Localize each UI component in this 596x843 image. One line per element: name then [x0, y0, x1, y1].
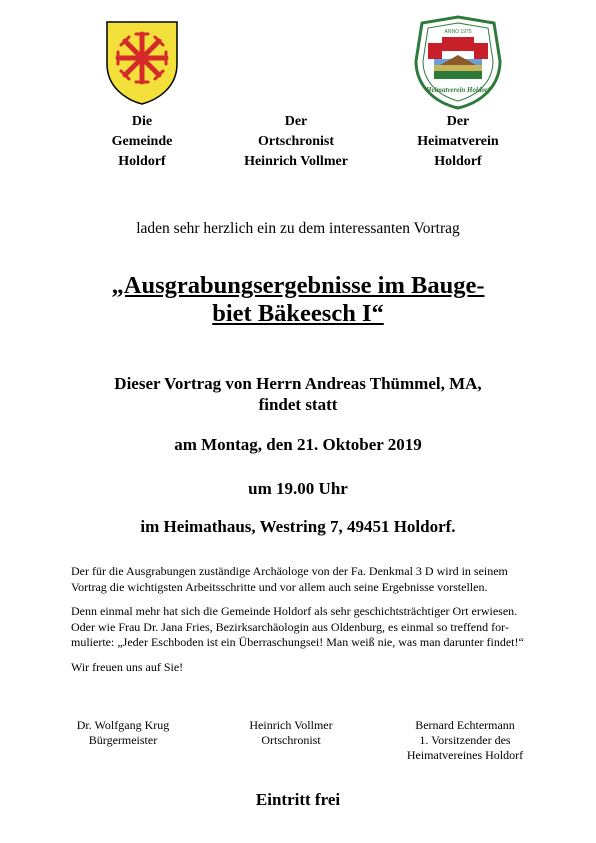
logo-anno-text: ANNO 1975: [444, 29, 472, 35]
signature-chronicler: [211, 718, 371, 748]
paragraph-3: [71, 660, 531, 676]
signature-role: 1. Vorsitzender des: [419, 733, 511, 747]
host-line: Gemeinde: [111, 134, 173, 149]
signature-name: Bernard Echtermann: [415, 718, 515, 732]
paragraph-line: mulierte: „Jeder Eschboden ist ein Überraschungsei! Man weiß nie, was man darunter findet!“: [71, 635, 524, 649]
heimatverein-logo-icon: [414, 15, 502, 110]
host-line: Holdorf: [118, 154, 166, 169]
admission-note: Eintritt frei: [255, 790, 341, 809]
signature-role: Bürgermeister: [88, 733, 158, 747]
signature-name: Heinrich Vollmer: [249, 718, 333, 732]
signature-name: Dr. Wolfgang Krug: [76, 718, 170, 732]
host-line: Ortschronist: [258, 134, 334, 149]
host-line: Der: [446, 114, 470, 129]
host-line: Heinrich Vollmer: [244, 154, 348, 169]
event-time: um 19.00 Uhr: [248, 479, 348, 498]
host-line: Holdorf: [434, 154, 482, 169]
paragraph-1: [71, 564, 531, 595]
paragraph-line: Wir freuen uns auf Sie!: [71, 660, 184, 674]
signature-chairman: [385, 718, 545, 763]
paragraph-line: Oder wie Frau Dr. Jana Fries, Bezirksarchäologin aus Oldenburg, es einmal so treffend for-: [71, 619, 509, 634]
signature-role: Heimatvereines Holdorf: [406, 748, 524, 762]
logo-ring-text: Heimatverein Holdorf: [426, 86, 490, 94]
paragraph-line: Der für die Ausgrabungen zuständige Archäologe von der Fa. Denkmal 3 D wird in seinem: [71, 564, 508, 578]
speaker-line: findet statt: [258, 395, 338, 414]
event-date: am Montag, den 21. Oktober 2019: [174, 435, 422, 454]
invitation-line: laden sehr herzlich ein zu dem interessanten Vortrag: [136, 220, 460, 237]
speaker-info: [0, 373, 596, 415]
title-line: biet Bäkeesch I“: [212, 300, 384, 327]
signature-role: Ortschronist: [261, 733, 321, 747]
lecture-title: [0, 272, 596, 328]
paragraph-line: Vortrag die wichtigsten Arbeitsschritte und vor allem auch seine Ergebnisse vorstellen.: [71, 579, 488, 594]
holdorf-coat-of-arms-icon: [105, 20, 179, 106]
event-location: im Heimathaus, Westring 7, 49451 Holdorf.: [140, 517, 456, 536]
signature-mayor: [43, 718, 203, 748]
host-line: Der: [284, 114, 308, 129]
title-line: „Ausgrabungsergebnisse im Bauge-: [111, 272, 485, 299]
host-column-ortschronist: [206, 112, 386, 172]
paragraph-line: Denn einmal mehr hat sich die Gemeinde Holdorf als sehr geschichtsträchtiger Ort erwiesen.: [71, 604, 518, 618]
speaker-line: Dieser Vortrag von Herrn Andreas Thümmel, MA,: [114, 374, 482, 393]
host-line: Heimatverein: [417, 134, 499, 149]
paragraph-2: [71, 604, 531, 651]
host-line: Die: [131, 114, 153, 129]
host-column-heimatverein: [368, 112, 548, 172]
host-column-gemeinde: [52, 112, 232, 172]
